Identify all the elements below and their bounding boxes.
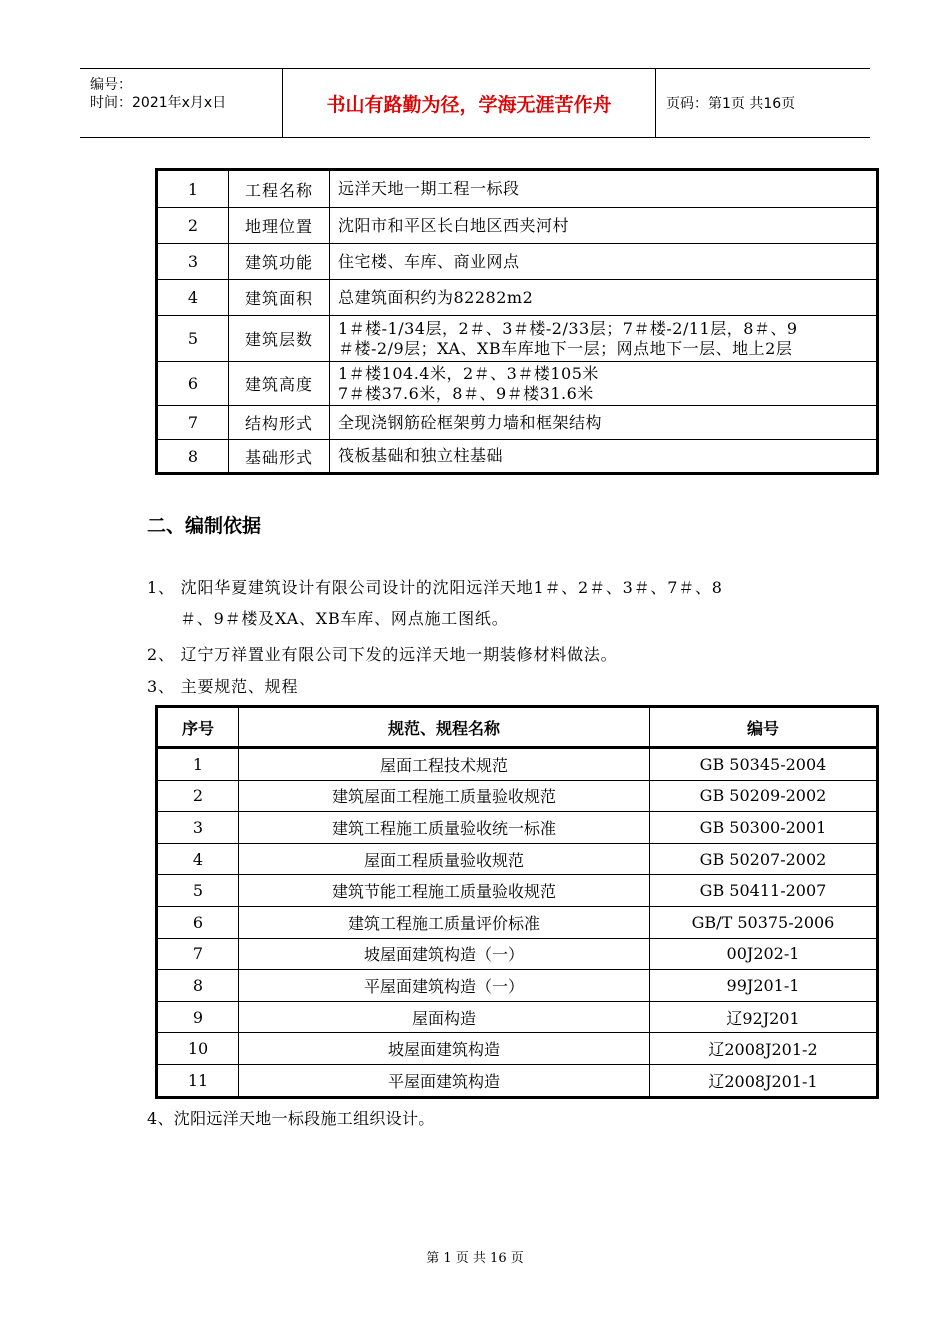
row-key: 地理位置 xyxy=(229,208,330,244)
row-number: 8 xyxy=(157,970,239,1002)
table-row xyxy=(157,1001,878,1033)
col-header-no: 序号 xyxy=(157,707,239,748)
doc-date: 时间：2021年x月x日 xyxy=(90,95,227,111)
value-line: 1＃楼104.4米，2＃、3＃楼105米 xyxy=(338,363,599,383)
standard-name: 坡屋面建筑构造（一） xyxy=(239,938,650,970)
table-header-row xyxy=(157,707,878,748)
value-line: 7＃楼37.6米，8＃、9＃楼31.6米 xyxy=(338,383,594,403)
project-overview-table xyxy=(155,168,879,475)
row-number: 4 xyxy=(157,280,229,316)
standard-code: GB 50411-2007 xyxy=(650,875,878,907)
row-value xyxy=(330,280,878,316)
value-line: 总建筑面积约为82282m2 xyxy=(338,287,534,307)
row-value xyxy=(330,208,878,244)
row-key: 建筑高度 xyxy=(229,362,330,406)
row-number: 6 xyxy=(157,362,229,406)
standard-name: 坡屋面建筑构造 xyxy=(239,1033,650,1065)
row-number: 3 xyxy=(157,244,229,280)
standard-code: 99J201-1 xyxy=(650,970,878,1002)
table-row xyxy=(157,875,878,907)
row-value xyxy=(330,170,878,208)
value-line: 沈阳市和平区长白地区西夹河村 xyxy=(338,215,570,235)
table-row xyxy=(157,812,878,844)
row-key: 结构形式 xyxy=(229,406,330,440)
basis-item-2: 2、 辽宁万祥置业有限公司下发的远洋天地一期装修材料做法。 xyxy=(147,645,618,664)
standard-name: 平屋面建筑构造（一） xyxy=(239,970,650,1002)
standards-table xyxy=(155,705,879,1099)
table-row xyxy=(157,906,878,938)
row-number: 5 xyxy=(157,875,239,907)
standard-name: 建筑节能工程施工质量验收规范 xyxy=(239,875,650,907)
col-header-name: 规范、规程名称 xyxy=(239,707,650,748)
page-header xyxy=(80,68,870,138)
row-key: 建筑功能 xyxy=(229,244,330,280)
row-number: 11 xyxy=(157,1064,239,1097)
standard-code: 辽2008J201-2 xyxy=(650,1033,878,1065)
doc-number-label: 编号： xyxy=(90,77,132,93)
value-line: 全现浇钢筋砼框架剪力墙和框架结构 xyxy=(338,412,603,432)
row-value xyxy=(330,440,878,474)
table-row xyxy=(157,316,878,362)
standard-name: 屋面构造 xyxy=(239,1001,650,1033)
table-row xyxy=(157,780,878,812)
row-number: 7 xyxy=(157,406,229,440)
row-number: 2 xyxy=(157,780,239,812)
standard-name: 建筑工程施工质量评价标准 xyxy=(239,906,650,938)
standard-code: GB 50207-2002 xyxy=(650,843,878,875)
row-number: 6 xyxy=(157,906,239,938)
page-footer: 第 1 页 共 16 页 xyxy=(426,1251,524,1266)
value-line: 1＃楼-1/34层，2＃、3＃楼-2/33层；7＃楼-2/11层，8＃、9 xyxy=(338,318,798,338)
header-page-info: 页码：第1页 共16页 xyxy=(666,96,796,112)
table-row xyxy=(157,280,878,316)
basis-item-1-cont: ＃、9＃楼及XA、XB车库、网点施工图纸。 xyxy=(180,609,509,628)
row-value xyxy=(330,406,878,440)
value-line: ＃楼-2/9层；XA、XB车库地下一层；网点地下一层、地上2层 xyxy=(338,338,793,358)
table-row xyxy=(157,1064,878,1097)
standard-name: 建筑屋面工程施工质量验收规范 xyxy=(239,780,650,812)
value-line: 远洋天地一期工程一标段 xyxy=(338,179,520,198)
table-row xyxy=(157,170,878,208)
row-key: 基础形式 xyxy=(229,440,330,474)
standard-code: GB/T 50375-2006 xyxy=(650,906,878,938)
basis-item-1: 1、 沈阳华夏建筑设计有限公司设计的沈阳远洋天地1＃、2＃、3＃、7＃、8 xyxy=(147,578,723,597)
standard-code: GB 50300-2001 xyxy=(650,812,878,844)
standard-name: 建筑工程施工质量验收统一标准 xyxy=(239,812,650,844)
table-row xyxy=(157,406,878,440)
col-header-code: 编号 xyxy=(650,707,878,748)
standard-code: GB 50209-2002 xyxy=(650,780,878,812)
row-number: 10 xyxy=(157,1033,239,1065)
row-number: 9 xyxy=(157,1001,239,1033)
header-meta xyxy=(80,69,283,137)
standard-code: 辽92J201 xyxy=(650,1001,878,1033)
basis-item-3: 3、 主要规范、规程 xyxy=(147,677,299,696)
row-value xyxy=(330,244,878,280)
header-motto: 书山有路勤为径，学海无涯苦作舟 xyxy=(283,69,656,137)
table-row xyxy=(157,208,878,244)
row-number: 7 xyxy=(157,938,239,970)
standard-name: 屋面工程质量验收规范 xyxy=(239,843,650,875)
row-number: 8 xyxy=(157,440,229,474)
value-line: 筏板基础和独立柱基础 xyxy=(338,446,504,465)
row-number: 2 xyxy=(157,208,229,244)
value-line: 住宅楼、车库、商业网点 xyxy=(338,251,520,271)
standard-code: 辽2008J201-1 xyxy=(650,1064,878,1097)
basis-item-4: 4、沈阳远洋天地一标段施工组织设计。 xyxy=(147,1109,435,1128)
row-value xyxy=(330,362,878,406)
table-row xyxy=(157,362,878,406)
row-number: 1 xyxy=(157,170,229,208)
row-number: 3 xyxy=(157,812,239,844)
section-title: 二、编制依据 xyxy=(147,515,262,537)
row-number: 5 xyxy=(157,316,229,362)
standard-name: 屋面工程技术规范 xyxy=(239,748,650,781)
table-row xyxy=(157,938,878,970)
row-key: 建筑面积 xyxy=(229,280,330,316)
table-row xyxy=(157,970,878,1002)
standard-name: 平屋面建筑构造 xyxy=(239,1064,650,1097)
row-value xyxy=(330,316,878,362)
table-row xyxy=(157,244,878,280)
standard-code: GB 50345-2004 xyxy=(650,748,878,781)
row-number: 4 xyxy=(157,843,239,875)
table-row xyxy=(157,748,878,781)
table-row xyxy=(157,440,878,474)
row-number: 1 xyxy=(157,748,239,781)
row-key: 建筑层数 xyxy=(229,316,330,362)
standard-code: 00J202-1 xyxy=(650,938,878,970)
table-row xyxy=(157,843,878,875)
row-key: 工程名称 xyxy=(229,170,330,208)
table-row xyxy=(157,1033,878,1065)
